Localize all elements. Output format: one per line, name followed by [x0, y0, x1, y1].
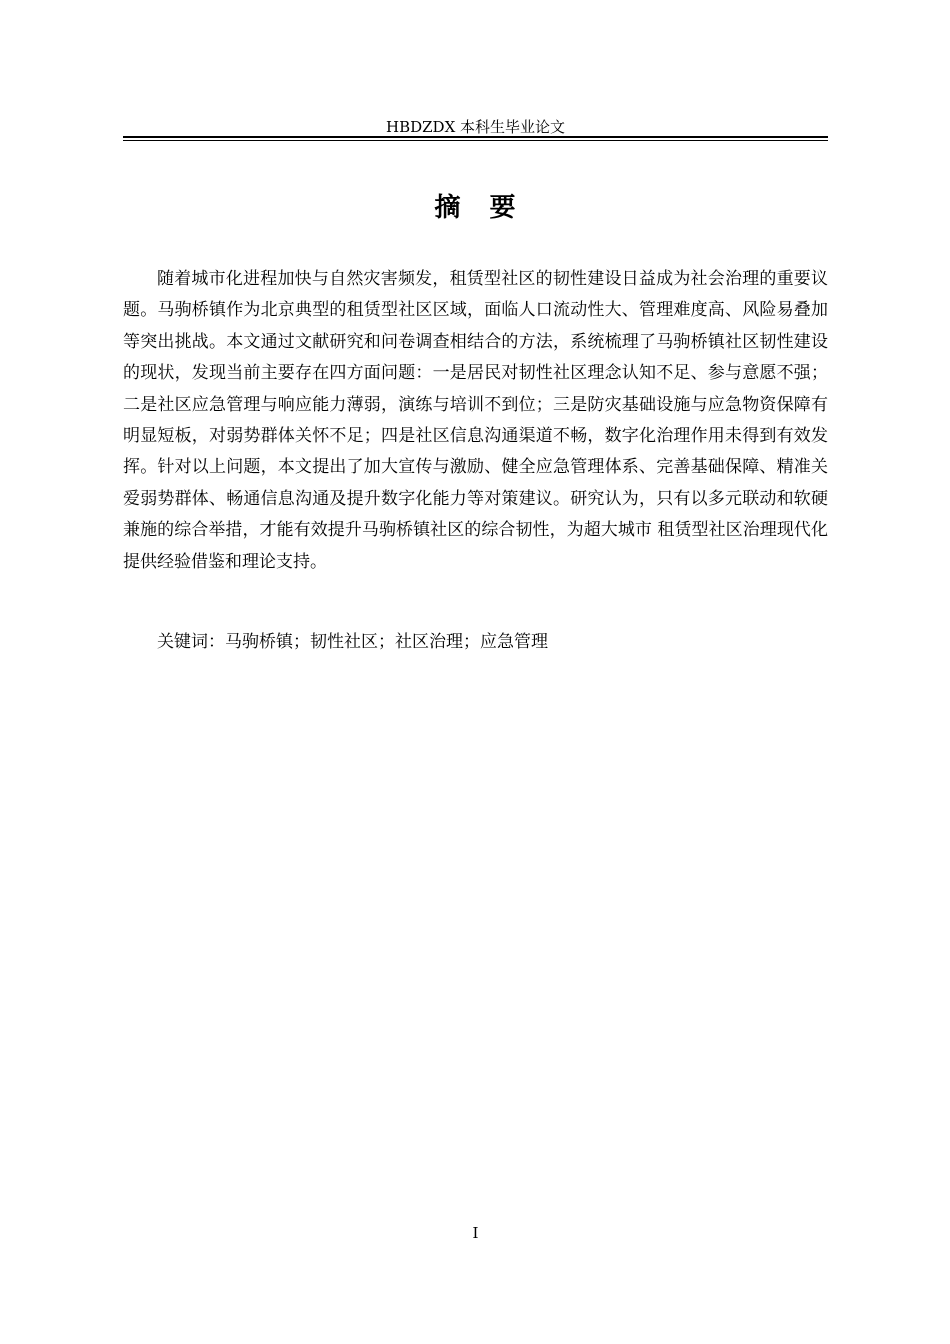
- title-char-2: 要: [489, 193, 517, 223]
- title-char-1: 摘: [434, 193, 462, 223]
- keywords-line: 关键词：马驹桥镇；韧性社区；社区治理；应急管理: [157, 632, 548, 652]
- page-number: I: [472, 1224, 479, 1242]
- abstract-paragraph: 随着城市化进程加快与自然灾害频发，租赁型社区的韧性建设日益成为社会治理的重要议题。马驹桥镇作为北京典型的租赁型社区区域，面临人口流动性大、管理难度高、风险易叠加等突出挑战。本文通过文献研究和问卷调查相结合的方法，系统梳理了马驹桥镇社区韧性建设的现状，发现当前主要存在四方面问题：一是居民对韧性社区理念认知不足、参与意愿不强；二是社区应急管理与响应能力薄弱，演练与培训不到位；三是防灾基础设施与应急物资保障有明显短板，对弱势群体关怀不足；四是社区信息沟通渠道不畅，数字化治理作用未得到有效发挥。针对以上问题，本文提出了加大宣传与激励、健全应急管理体系、完善基础保障、精准关爱弱势群体、畅通信息沟通及提升数字化能力等对策建议。研究认为，只有以多元联动和软硬兼施的综合举措，才能有效提升马驹桥镇社区的综合韧性，为超大城市 租赁型社区治理现代化提供经验借鉴和理论支持。: [123, 269, 828, 572]
- header-rule-thin: [123, 140, 828, 141]
- header-rule-thick: [123, 136, 828, 138]
- running-header: HBDZDX 本科生毕业论文: [385, 118, 566, 136]
- page-title: [123, 190, 828, 226]
